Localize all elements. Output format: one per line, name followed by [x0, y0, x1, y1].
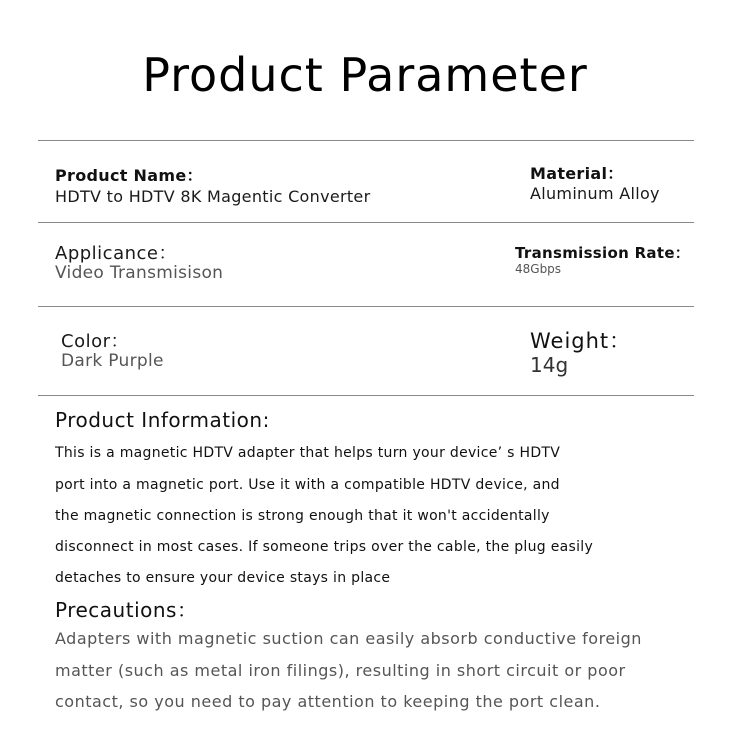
- page-title: Product Parameter: [142, 48, 588, 102]
- transmission-rate-value: 48Gbps: [515, 262, 562, 276]
- appliance-label: Applicance：: [55, 243, 177, 264]
- product-name-value: HDTV to HDTV 8K Magentic Converter: [55, 187, 371, 206]
- divider: [38, 306, 694, 307]
- divider: [38, 140, 694, 141]
- color-value: Dark Purple: [61, 351, 164, 371]
- precaution-line: matter (such as metal iron filings), resulting in short circuit or poor: [55, 661, 626, 680]
- color-label: Color：: [61, 331, 129, 352]
- precaution-line: contact, so you need to pay attention to keeping the port clean.: [55, 692, 601, 711]
- divider: [38, 222, 694, 223]
- param-appliance: [55, 239, 223, 283]
- product-name-label: Product Name：: [55, 166, 203, 185]
- param-weight: [530, 325, 631, 377]
- material-value: Aluminum Alloy: [530, 184, 660, 203]
- param-material: [530, 161, 660, 203]
- precaution-line: Adapters with magnetic suction can easily absorb conductive foreign: [55, 629, 642, 648]
- transmission-rate-label: Transmission Rate：: [515, 244, 691, 262]
- info-line: detaches to ensure your device stays in place: [55, 570, 391, 586]
- product-information-heading: Product Information:: [55, 408, 270, 432]
- weight-value: 14g: [530, 353, 569, 377]
- info-line: This is a magnetic HDTV adapter that helps turn your device’ s HDTV: [55, 445, 561, 461]
- info-line: the magnetic connection is strong enough that it won't accidentally: [55, 508, 550, 524]
- precautions-heading: Precautions：: [55, 598, 198, 622]
- divider: [38, 395, 694, 396]
- param-color: [61, 327, 164, 371]
- info-line: port into a magnetic port. Use it with a compatible HDTV device, and: [55, 477, 560, 493]
- info-line: disconnect in most cases. If someone trips over the cable, the plug easily: [55, 539, 594, 555]
- weight-label: Weight：: [530, 329, 632, 353]
- material-label: Material：: [530, 164, 624, 183]
- param-product-name: [55, 163, 370, 206]
- param-transmission-rate: [515, 242, 690, 276]
- appliance-value: Video Transmisison: [55, 263, 224, 283]
